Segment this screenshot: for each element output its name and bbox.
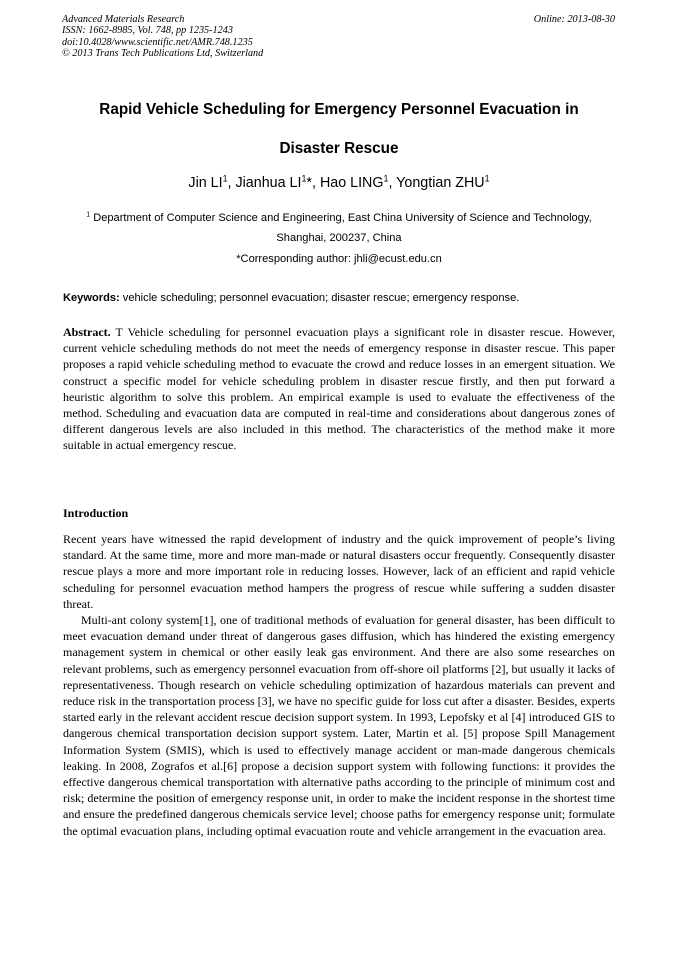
abstract-label: Abstract. xyxy=(63,325,111,339)
keywords xyxy=(63,290,618,306)
paper-title xyxy=(60,90,618,168)
journal-doi: doi:10.4028/www.scientific.net/AMR.748.1235 xyxy=(62,36,253,48)
paper-title-line-2: Disaster Rescue xyxy=(279,140,399,157)
abstract-text: T Vehicle scheduling for personnel evacuation plays a significant role in disaster rescue. However, current vehicle scheduling methods do not meet the needs of emergency response in disaster rescue. This paper proposes a rapid vehicle scheduling method to evacuate the crowd and reduce losses in an emergent situation. We construct a specific model for vehicle scheduling problem in disaster rescue firstly, and then put forward a heuristic algorithm to solve this problem. An empirical example is used to evaluate the effectiveness of the method. Scheduling and evacuation data are computed in real-time and considerations about dangerous zones of different dangerous levels are also included in this method. The characteristics of the method make it more suitable in actual emergency rescue. xyxy=(63,325,615,453)
abstract xyxy=(63,324,615,454)
corresponding-mark: * xyxy=(306,175,312,191)
affiliation: $^1$ Department of Computer Science and Engineering, East China University of Science and Technology, Shanghai, 200237, China xyxy=(86,211,592,244)
author-list: Jin $LI^1$, Jianhua $LI^1*$, Hao LING$^1$, Yongtian ZHU$^1$ xyxy=(188,173,490,191)
paper-title-line-1: Rapid Vehicle Scheduling for Emergency Personnel Evacuation in xyxy=(99,101,579,118)
corresponding-author: *Corresponding author: jhli@ecust.edu.cn xyxy=(236,253,442,265)
keywords-label: Keywords: xyxy=(63,292,120,304)
online-date: Online: 2013-08-30 xyxy=(533,14,615,25)
journal-copyright: © 2013 Trans Tech Publications Ltd, Switzerland xyxy=(62,48,264,60)
author-1: Jin $LI^1$ xyxy=(188,173,228,191)
keywords-text: vehicle scheduling; personnel evacuation; disaster rescue; emergency response. xyxy=(119,292,520,304)
introduction-paragraph-1: Recent years have witnessed the rapid development of industry and the quick improvement of people’s living standard. At the same time, more and more man-made or natural disasters occur frequently. Consequently disaster rescue plays a more and more important role in reducing losses. However, lack of an efficient and rapid vehicle scheduling for personnel evacuation method hampers the progress of rescue while suffering a sudden disaster threat. xyxy=(63,532,615,611)
introduction-paragraph-2: Multi-ant colony system[1], one of traditional methods of evaluation for general disaster, has been difficult to meet evacuation demand under threat of dangerous gases diffusion, which has hindered the existing emergency management system in chemical or other easily leak gas environment. And there are also some researches on relevant problems, such as emergency personnel evacuation from off-shore oil platforms [2], but usually it lacks of representativeness. Though research on vehicle scheduling optimization of hazardous materials can prevent and reduce risk in the transportation process [3], we have no specific guide for loss cut after a disaster. Besides, experts started early in the relevant accident rescue decision support system. In 1993, Lepofsky et al [4] introduced GIS to dangerous chemical transportation decision support system. Later, Martin et al. [5] propose Spill Management Information System (SMIS), which is used to effectively manage accident or man-made dangerous chemicals leaking. In 2008, Zografos et al.[6] propose a decision support system with following functions: it provides the effective dangerous chemical transportation with alternative paths according to the principle of minimum cost and risk; determine the position of emergency response unit, in order to make the incident response in the shortest time and ensure the predefined dangerous chemicals service level; choose paths for emergency response unit; formulate the optimal evacuation plans, including optimal evacuation route and vehicle arrangement in the evacuation area. xyxy=(63,613,615,838)
author-3: Hao LING$^1$ xyxy=(319,173,389,191)
journal-name: Advanced Materials Research xyxy=(62,14,185,25)
journal-issn: ISSN: 1662-8985, Vol. 748, pp 1235-1243 xyxy=(62,25,233,37)
section-heading-introduction: Introduction xyxy=(63,506,129,520)
author-2: Jianhua $LI^1*$ xyxy=(235,173,312,191)
journal-header xyxy=(62,14,615,60)
author-4: Yongtian ZHU$^1$ xyxy=(396,173,490,191)
